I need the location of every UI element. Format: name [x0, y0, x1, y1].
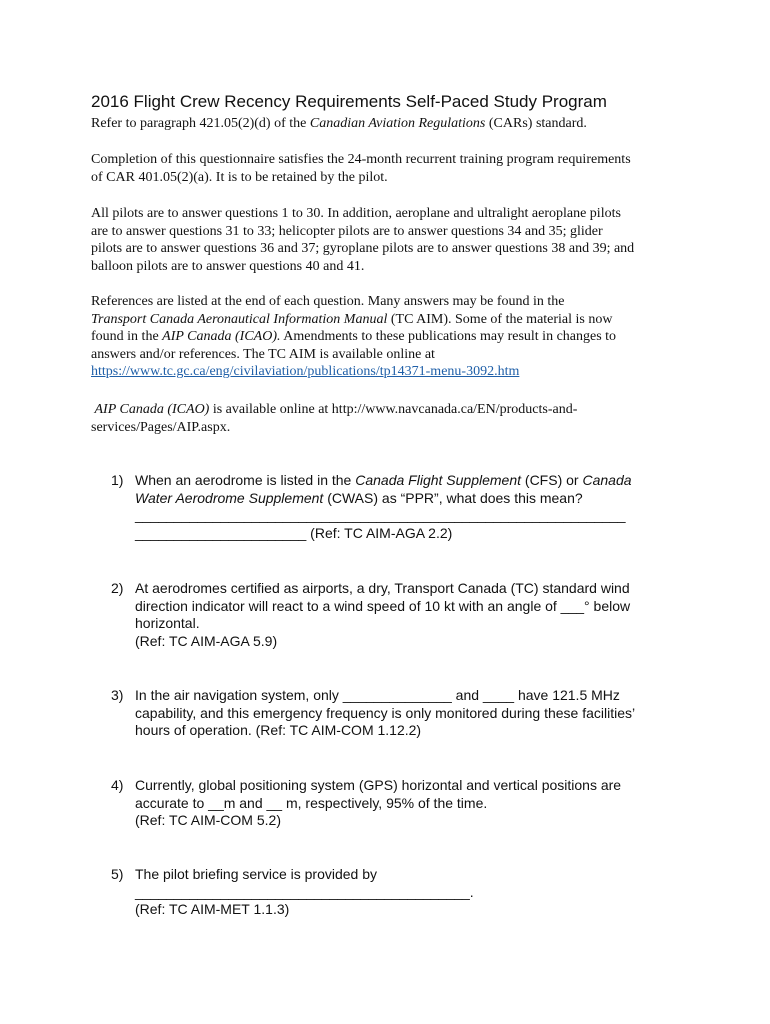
refer-paragraph	[91, 115, 691, 133]
aip-title: AIP Canada (ICAO)	[94, 402, 210, 417]
question-text: (CWAS) as “PPR”, what does this mean?	[323, 489, 583, 506]
instructions-line: are to answer questions 31 to 33; helicopter pilots are to answer questions 34 and 35; glider	[91, 223, 603, 239]
references-line	[91, 328, 691, 346]
question-line: direction indicator will react to a wind speed of 10 kt with an angle of ___° below	[135, 597, 631, 614]
aip-title: AIP Canada (ICAO).	[162, 329, 281, 345]
question-ref: (Ref: TC AIM-AGA 5.9)	[135, 632, 278, 649]
answer-blank[interactable]: ___________________________________________.	[135, 883, 474, 900]
tc-aim-link[interactable]: https://www.tc.gc.ca/eng/civilaviation/publications/tp14371-menu-3092.htm	[91, 364, 520, 380]
cfs-title: Canada Flight Supplement	[355, 472, 522, 488]
instructions-line: pilots are to answer questions 36 and 37; gyroplane pilots are to answer questions 38 and 39; and	[91, 241, 635, 257]
cwas-title: Water Aerodrome Supplement	[135, 489, 324, 506]
references-text: Amendments to these publications may result in changes to	[280, 329, 617, 345]
answer-blank[interactable]: _______________________________________________________________	[135, 507, 626, 524]
cwas-title: Canada	[582, 472, 632, 488]
question-line	[135, 490, 695, 508]
references-text: (TC AIM). Some of the material is now	[387, 311, 613, 327]
question-number: 2)	[111, 580, 124, 596]
question-body	[135, 580, 695, 650]
aip-text: is available online at http://www.navcanada.ca/EN/products-and-	[209, 402, 578, 417]
question-line	[135, 472, 695, 490]
references-line: answers and/or references. The TC AIM is available online at	[91, 346, 435, 362]
aip-line: services/Pages/AIP.aspx.	[91, 419, 231, 435]
question-line: hours of operation. (Ref: TC AIM-COM 1.12.2)	[135, 722, 422, 739]
question-number: 3)	[111, 687, 124, 703]
question-line: In the air navigation system, only ______________ and ____ have 121.5 MHz	[135, 687, 620, 703]
question-line: capability, and this emergency frequency is only monitored during these facilities’	[135, 704, 636, 721]
question-line: accurate to __m and __ m, respectively, 95% of the time.	[135, 794, 488, 811]
question-body	[135, 866, 695, 919]
answer-blank-with-ref[interactable]: ______________________ (Ref: TC AIM-AGA 2.2)	[135, 524, 453, 541]
question-line: horizontal.	[135, 615, 200, 632]
aip-line	[91, 401, 691, 419]
question-body	[135, 777, 695, 830]
instructions-paragraph	[91, 205, 691, 275]
completion-line: of CAR 401.05(2)(a). It is to be retained by the pilot.	[91, 169, 388, 185]
references-line	[91, 311, 691, 329]
references-line: References are listed at the end of each question. Many answers may be found in the	[91, 294, 565, 309]
question-number: 5)	[111, 866, 124, 882]
references-paragraph	[91, 293, 691, 381]
question-line: Currently, global positioning system (GPS) horizontal and vertical positions are	[135, 777, 622, 793]
tc-aim-title: Transport Canada Aeronautical Information Manual	[91, 311, 388, 327]
question-body	[135, 687, 695, 740]
completion-line: Completion of this questionnaire satisfies the 24-month recurrent training program requirements	[91, 152, 631, 167]
question-line: The pilot briefing service is provided by	[135, 866, 378, 882]
instructions-line: All pilots are to answer questions 1 to 30. In addition, aeroplane and ultralight aeroplane pilots	[91, 206, 621, 221]
question-ref: (Ref: TC AIM-MET 1.1.3)	[135, 901, 290, 918]
references-text: found in the	[91, 329, 163, 345]
question-line: At aerodromes certified as airports, a dry, Transport Canada (TC) standard wind	[135, 580, 630, 596]
refer-text: Refer to paragraph 421.05(2)(d) of the	[91, 116, 310, 131]
question-text: (CFS) or	[521, 472, 583, 488]
document-title: 2016 Flight Crew Recency Requirements Self-Paced Study Program	[91, 92, 607, 111]
refer-text-end: (CARs) standard.	[485, 116, 587, 131]
question-number: 4)	[111, 777, 124, 793]
question-number: 1)	[111, 472, 124, 488]
cars-title: Canadian Aviation Regulations	[309, 116, 486, 131]
question-body	[135, 472, 695, 542]
question-text: When an aerodrome is listed in the	[135, 472, 356, 488]
aip-paragraph	[91, 401, 691, 436]
question-ref: (Ref: TC AIM-COM 5.2)	[135, 812, 281, 829]
instructions-line: balloon pilots are to answer questions 40 and 41.	[91, 258, 365, 274]
completion-paragraph	[91, 151, 691, 186]
